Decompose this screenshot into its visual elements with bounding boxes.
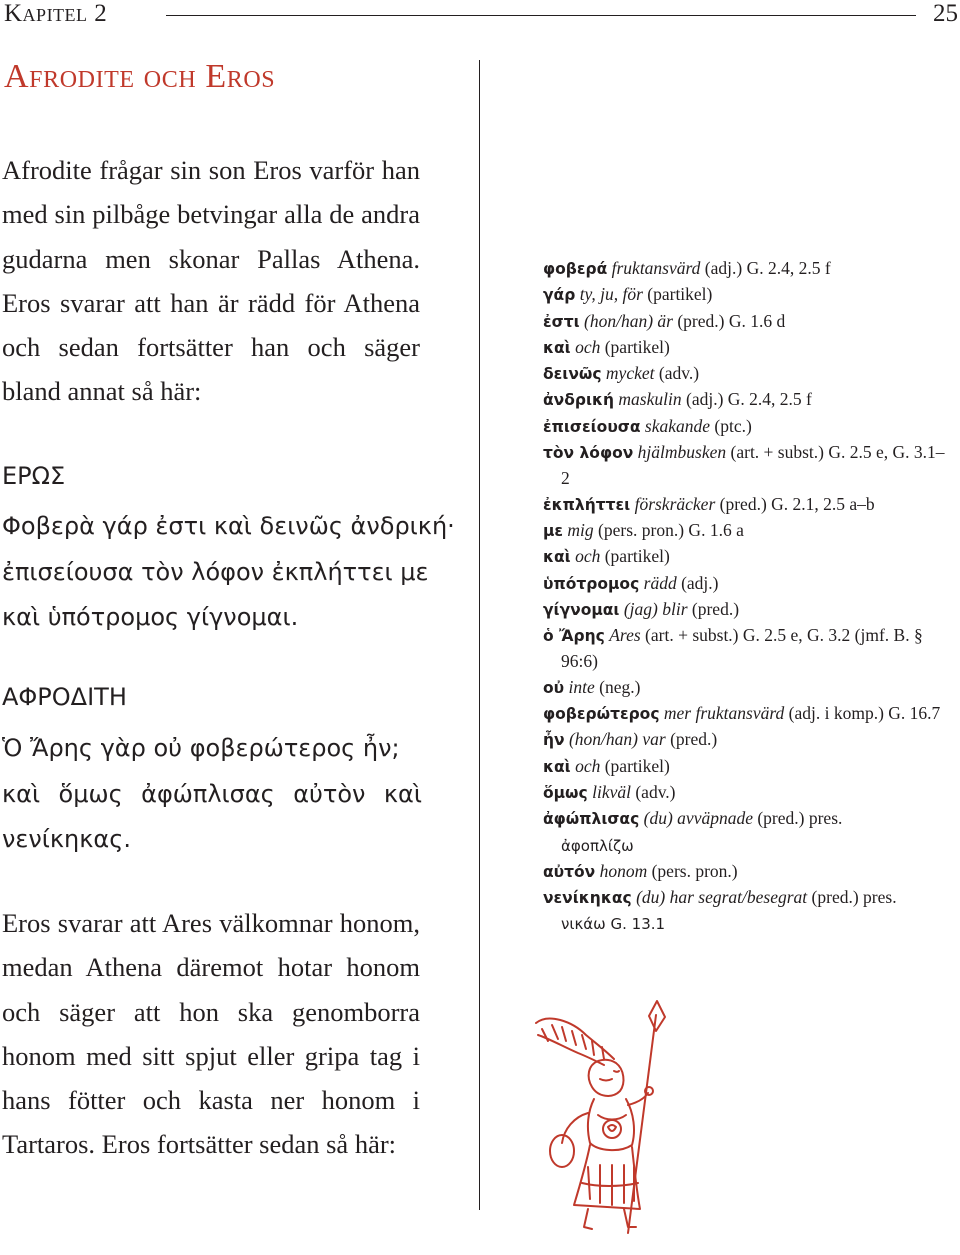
glossary-translation: förskräcker xyxy=(634,493,716,514)
greek-line: ἐπισείουσα τὸν λόφον ἐκπλήττει με xyxy=(2,557,429,586)
glossary-grammar: (pred.) xyxy=(691,598,740,619)
glossary-grammar: (neg.) xyxy=(599,676,641,697)
glossary-translation: (hon/han) är xyxy=(584,310,673,331)
glossary-head: ὅμως xyxy=(543,783,588,802)
glossary-entry xyxy=(543,701,953,727)
glossary-grammar: (adv.) xyxy=(635,781,676,802)
glossary-entry xyxy=(543,859,953,885)
greek-line: νενίκηκας. xyxy=(2,825,131,853)
glossary-head: καὶ xyxy=(543,757,571,776)
glossary-translation: (du) har segrat/besegrat xyxy=(636,887,808,908)
glossary-head: γίγνομαι xyxy=(543,600,620,619)
glossary-list xyxy=(543,256,953,938)
glossary-grammar: (adj. i komp.) G. 16.7 xyxy=(788,703,941,724)
glossary-entry xyxy=(543,780,953,806)
glossary-grammar: (partikel) xyxy=(604,336,670,357)
greek-passage-afrodite xyxy=(2,726,422,863)
page-header xyxy=(0,0,960,30)
glossary-head: καὶ xyxy=(543,338,571,357)
glossary-translation: och xyxy=(575,336,601,357)
glossary-grammar: (pred.) xyxy=(670,729,718,750)
glossary-grammar: (art. + subst.) G. 2.5 e, G. 3.2 (jmf. B. § 96:6) xyxy=(561,625,923,672)
glossary-head: αὐτόν xyxy=(543,862,596,881)
glossary-translation: ty, ju, för xyxy=(579,284,643,305)
glossary-head: με xyxy=(543,521,564,540)
glossary-entry xyxy=(543,806,953,859)
glossary-entry xyxy=(543,282,953,308)
glossary-translation: rädd xyxy=(643,572,677,593)
speaker-eros: ΕΡΩΣ xyxy=(2,462,66,490)
glossary-head: ἐστι xyxy=(543,312,580,331)
glossary-translation: skakande xyxy=(644,415,711,436)
glossary-translation: mig xyxy=(567,519,594,540)
glossary-entry xyxy=(543,361,953,387)
glossary-grammar: (partikel) xyxy=(647,284,713,305)
glossary-grammar: (partikel) xyxy=(604,755,670,776)
column-divider xyxy=(479,60,480,1210)
intro-paragraph: Afrodite frågar sin son Eros varför han med sin pilbåge betvingar alla de andra gudarna men skonar Pallas Athena. Eros svarar att han är rädd för Athena och sedan fortsätter han och säger bland annat så här: xyxy=(2,155,420,407)
glossary-translation: maskulin xyxy=(618,389,682,410)
glossary-translation: och xyxy=(575,755,601,776)
glossary-translation: inte xyxy=(568,676,595,697)
glossary-grammar: (pred.) G. 1.6 d xyxy=(677,310,786,331)
glossary-head: φοβερώτερος xyxy=(543,705,660,724)
glossary-translation: (hon/han) var xyxy=(568,729,666,750)
page-title: Afrodite och Eros xyxy=(4,58,276,95)
outro-paragraph: Eros svarar att Ares välkomnar honom, medan Athena däremot hotar honom och säger att hon ska genomborra honom med sitt spjut eller gripa tag i hans fötter och kasta ner honom i Tartaros. Eros fortsätter sedan så här: xyxy=(2,908,420,1160)
header-rule xyxy=(166,15,916,16)
glossary-note: ἀφοπλίζω xyxy=(561,836,634,855)
glossary-entry xyxy=(543,518,953,544)
glossary-entry xyxy=(543,335,953,361)
glossary-translation: Ares xyxy=(609,625,641,646)
glossary-entry xyxy=(543,623,953,675)
glossary-entry xyxy=(543,727,953,753)
glossary-head: καὶ xyxy=(543,548,571,567)
glossary-translation: (jag) blir xyxy=(623,598,688,619)
glossary-head: ἐκπλήττει xyxy=(543,495,631,514)
glossary-translation: och xyxy=(575,546,601,567)
glossary-grammar: (partikel) xyxy=(604,546,670,567)
glossary-translation: hjälmbusken xyxy=(637,442,727,463)
greek-line: Ὁ Ἄρης γὰρ οὐ φοβερώτερος ἦν; xyxy=(2,734,400,762)
glossary-head: φοβερά xyxy=(543,260,608,278)
glossary-entry xyxy=(543,544,953,570)
glossary-entry xyxy=(543,571,953,597)
glossary-translation: likväl xyxy=(592,781,631,802)
glossary-entry xyxy=(543,675,953,701)
glossary-head: ὁ Ἄρης xyxy=(543,627,605,646)
greek-passage-eros xyxy=(2,504,455,641)
glossary-translation: honom xyxy=(599,860,648,881)
glossary-entry xyxy=(543,492,953,518)
glossary-grammar: (pred.) pres. xyxy=(811,887,897,908)
glossary-translation: mer fruktansvärd xyxy=(663,703,785,724)
glossary-grammar: (pred.) G. 2.1, 2.5 a–b xyxy=(719,493,875,514)
glossary-head: δεινῶς xyxy=(543,365,602,384)
glossary-head: ὑπότρομος xyxy=(543,574,640,593)
glossary-grammar: (ptc.) xyxy=(714,415,752,436)
athena-warrior-illustration-icon xyxy=(528,995,718,1235)
glossary-head: οὐ xyxy=(543,678,565,697)
glossary-entry xyxy=(543,440,953,492)
glossary-translation: (du) avväpnade xyxy=(643,808,753,829)
glossary-grammar: (pred.) pres. xyxy=(757,808,843,829)
speaker-afrodite: ΑΦΡΟΔΙΤΗ xyxy=(2,683,127,711)
glossary-entry xyxy=(543,597,953,623)
glossary-head: γάρ xyxy=(543,286,576,305)
glossary-head: ἀνδρική xyxy=(543,391,615,410)
glossary-grammar: (art. + subst.) G. 2.5 e, G. 3.1–2 xyxy=(561,442,945,489)
greek-line: καὶ ὅμως ἀφώπλισας αὐτὸν καὶ xyxy=(2,779,422,808)
glossary-entry xyxy=(543,309,953,335)
glossary-entry xyxy=(543,754,953,780)
glossary-translation: mycket xyxy=(605,363,655,384)
glossary-head: ἦν xyxy=(543,731,565,750)
glossary-grammar: (adv.) xyxy=(658,363,700,384)
glossary-grammar: (adj.) xyxy=(681,572,719,593)
glossary-head: ἀφώπλισας xyxy=(543,810,640,829)
glossary-entry xyxy=(543,885,953,938)
glossary-translation: fruktansvärd xyxy=(611,258,701,278)
glossary-grammar: (pers. pron.) G. 1.6 a xyxy=(598,519,744,540)
glossary-entry xyxy=(543,387,953,413)
greek-line: Φοβερὰ γάρ ἐστι καὶ δεινῶς ἀνδρική· xyxy=(2,512,455,540)
glossary-grammar: (adj.) G. 2.4, 2.5 f xyxy=(686,389,812,410)
glossary-entry xyxy=(543,256,953,282)
glossary-grammar: (pers. pron.) xyxy=(651,860,738,881)
greek-line: καὶ ὑπότρομος γίγνομαι. xyxy=(2,603,299,631)
glossary-note: νικάω G. 13.1 xyxy=(561,915,666,934)
page-number: 25 xyxy=(933,0,958,27)
glossary-grammar: (adj.) G. 2.4, 2.5 f xyxy=(704,258,831,278)
glossary-head: τὸν λόφον xyxy=(543,444,634,463)
chapter-label: Kapitel 2 xyxy=(4,0,108,27)
glossary-entry xyxy=(543,414,953,440)
glossary-head: ἐπισείουσα xyxy=(543,417,641,436)
glossary-head: νενίκηκας xyxy=(543,889,632,908)
